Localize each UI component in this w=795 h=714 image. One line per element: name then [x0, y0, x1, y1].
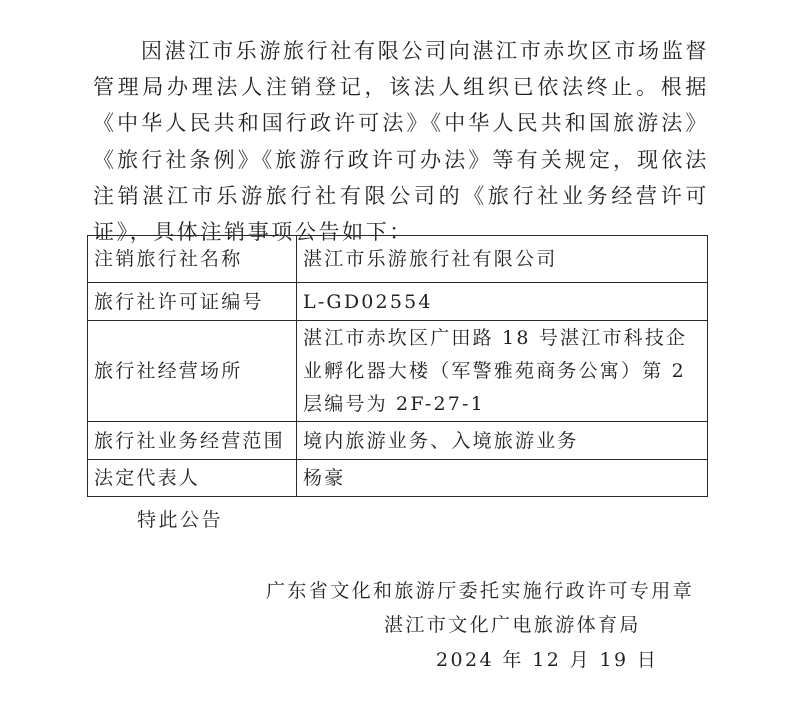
row-value-agency-name: 湛江市乐游旅行社有限公司	[297, 236, 708, 283]
table-row	[88, 321, 708, 422]
table-row	[88, 236, 708, 283]
signature-stamp-line: 广东省文化和旅游厅委托实施行政许可专用章	[266, 580, 695, 602]
row-value-business-premises: 湛江市赤坎区广田路 18 号湛江市科技企业孵化器大楼（军警雅苑商务公寓）第 2 层编号为 2F-27-1	[297, 321, 708, 422]
row-value-license-number: L-GD02554	[297, 283, 708, 321]
row-value-business-scope: 境内旅游业务、入境旅游业务	[297, 422, 708, 460]
row-label-legal-representative: 法定代表人	[88, 460, 297, 497]
row-label-business-scope: 旅行社业务经营范围	[88, 422, 297, 460]
table-row	[88, 283, 708, 321]
row-label-business-premises: 旅行社经营场所	[88, 321, 297, 422]
signature-organization: 湛江市文化广电旅游体育局	[384, 614, 641, 636]
cancellation-details-table	[87, 235, 708, 497]
row-value-legal-representative: 杨豪	[297, 460, 708, 497]
table-row	[88, 422, 708, 460]
notice-body-paragraph: 因湛江市乐游旅行社有限公司向湛江市赤坎区市场监督管理局办理法人注销登记，该法人组织已依法终止。根据《中华人民共和国行政许可法》《中华人民共和国旅游法》《旅行社条例》《旅游行政许可办法》等有关规定，现依法注销湛江市乐游旅行社有限公司的《旅行社业务经营许可证》，具体注销事项公告如下：	[93, 39, 709, 245]
table-row	[88, 460, 708, 497]
row-label-license-number: 旅行社许可证编号	[88, 283, 297, 321]
signature-date: 2024 年 12 月 19 日	[436, 649, 659, 671]
row-label-agency-name: 注销旅行社名称	[88, 236, 297, 283]
closing-statement: 特此公告	[137, 509, 224, 531]
